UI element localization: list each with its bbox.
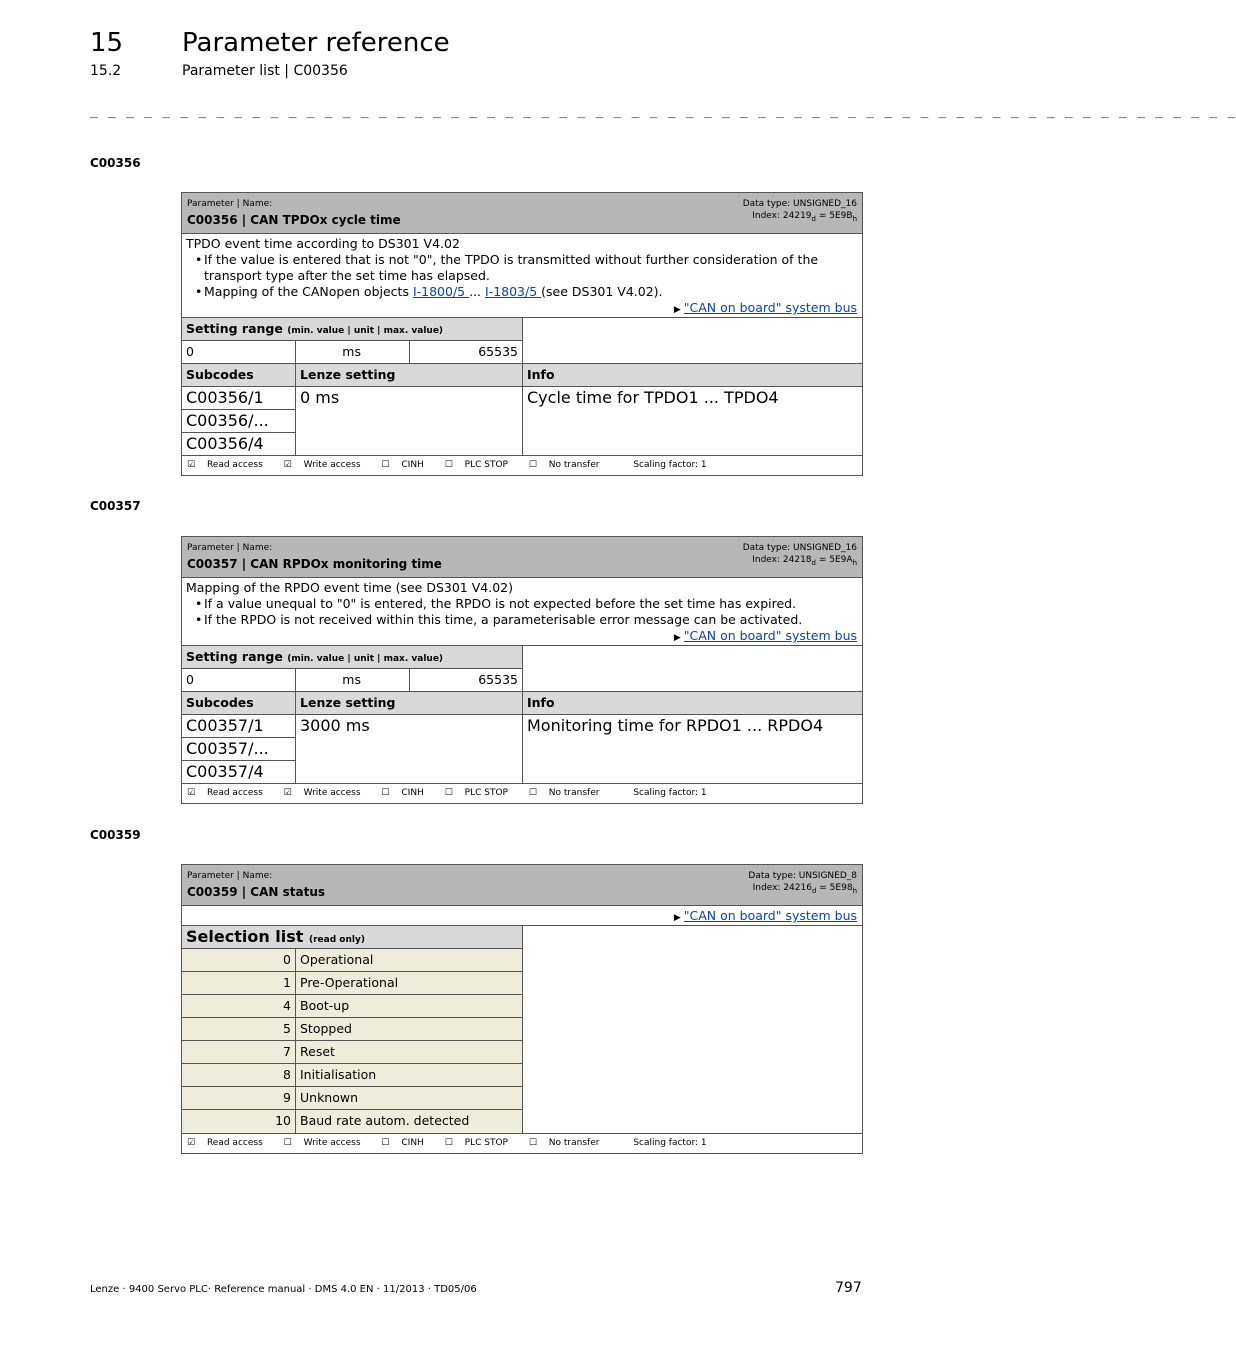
selection-list-row (182, 1018, 523, 1041)
access-footer: ☑ Read access ☑ Write access ☐ CINH ☐ PLC STOP ☐ No transfer Scaling factor: 1 (187, 788, 707, 798)
param-index: Index: $24216_d = 5E98_h$ (752, 883, 857, 895)
option-text: Initialisation (296, 1064, 523, 1087)
unit-value: ms (296, 341, 410, 364)
subcode-cell: C00357/1 (182, 715, 296, 738)
option-text: Stopped (296, 1018, 523, 1041)
param-label: Parameter | Name: (187, 871, 273, 881)
option-value: 0 (182, 949, 296, 972)
selection-list-row (182, 1041, 523, 1064)
separator-line: _ _ _ _ _ _ _ _ _ _ _ _ _ _ _ _ _ _ _ _ _ _ _ _ _ _ _ _ _ _ _ _ _ _ _ _ _ _ _ _ _ _ _ _ _ _ _ _ _ _ _ _ _ _ _ _ _ _ _ _ _ _ _ _ (90, 104, 1236, 119)
subcode-cell: C00356/1 (182, 387, 296, 410)
option-value: 7 (182, 1041, 296, 1064)
subcodes-header: Subcodes (182, 364, 296, 387)
param-header (182, 537, 862, 578)
param-heading-c00359: C00359 (90, 828, 141, 842)
selection-list-row (182, 1110, 523, 1133)
option-value: 5 (182, 1018, 296, 1041)
option-value: 9 (182, 1087, 296, 1110)
option-text: Operational (296, 949, 523, 972)
description-bullet: • Mapping of the CANopen objects I-1800/5 ... I-1803/5 (see DS301 V4.02). (204, 284, 858, 300)
setting-range-header: Setting range (min. value | unit | max. value) (182, 646, 523, 669)
selection-list-row (182, 1087, 523, 1110)
param-header (182, 865, 862, 906)
description-bullet: • If the RPDO is not received within this time, a parameterisable error message can be activated. (204, 612, 858, 628)
description-bullet: • If a value unequal to "0" is entered, the RPDO is not expected before the set time has expired. (204, 596, 858, 612)
param-table-c00357 (181, 536, 863, 804)
section-number: 15.2 (90, 63, 122, 79)
option-text: Boot-up (296, 995, 523, 1018)
option-value: 1 (182, 972, 296, 995)
info-value: Monitoring time for RPDO1 ... RPDO4 (523, 715, 862, 784)
param-name: C00359 | CAN status (187, 885, 326, 899)
arrow-right-icon: ▶ (673, 913, 681, 923)
selection-list-row (182, 949, 523, 972)
access-footer: ☑ Read access ☐ Write access ☐ CINH ☐ PLC STOP ☐ No transfer Scaling factor: 1 (187, 1138, 707, 1148)
access-footer: ☑ Read access ☑ Write access ☐ CINH ☐ PLC STOP ☐ No transfer Scaling factor: 1 (187, 460, 707, 470)
subcode-cell: C00356/... (182, 410, 296, 433)
param-table-c00359 (181, 864, 863, 1154)
option-value: 8 (182, 1064, 296, 1087)
param-table-c00356 (181, 192, 863, 476)
option-text: Pre-Operational (296, 972, 523, 995)
param-heading-c00356: C00356 (90, 156, 141, 170)
param-label: Parameter | Name: (187, 199, 273, 209)
arrow-right-icon: ▶ (673, 305, 681, 315)
page-footer: Lenze · 9400 Servo PLC· Reference manual · DMS 4.0 EN · 11/2013 · TD05/06 (90, 1284, 477, 1295)
setting-range-header: Setting range (min. value | unit | max. value) (182, 318, 523, 341)
info-value: Cycle time for TPDO1 ... TPDO4 (523, 387, 862, 456)
data-type: Data type: UNSIGNED_8 (748, 871, 857, 881)
param-index: Index: $24218_d = 5E9A_h$ (752, 555, 857, 567)
description-bullet: • If the value is entered that is not "0", the TPDO is transmitted without further consideration of the transport type after the set time has elapsed. (204, 252, 858, 284)
chapter-title: Parameter reference (182, 28, 450, 58)
min-value: 0 (182, 341, 296, 364)
option-value: 4 (182, 995, 296, 1018)
subcodes-header: Subcodes (182, 692, 296, 715)
lenze-setting-header: Lenze setting (296, 692, 523, 715)
subcode-cell: C00357/4 (182, 761, 296, 784)
param-description (182, 906, 862, 926)
selection-list-row (182, 995, 523, 1018)
can-system-bus-link[interactable]: "CAN on board" system bus (683, 300, 857, 315)
info-header: Info (523, 692, 862, 715)
description-text: TPDO event time according to DS301 V4.02 (186, 236, 460, 251)
lenze-setting-value: 0 ms (296, 387, 523, 456)
data-type: Data type: UNSIGNED_16 (742, 199, 857, 209)
max-value: 65535 (410, 669, 523, 692)
lenze-setting-header: Lenze setting (296, 364, 523, 387)
section-title: Parameter list | C00356 (182, 63, 348, 79)
param-header (182, 193, 862, 234)
data-type: Data type: UNSIGNED_16 (742, 543, 857, 553)
max-value: 65535 (410, 341, 523, 364)
info-header: Info (523, 364, 862, 387)
selection-list-row (182, 972, 523, 995)
arrow-right-icon: ▶ (673, 633, 681, 643)
description-text: Mapping of the RPDO event time (see DS301 V4.02) (186, 580, 513, 595)
chapter-number: 15 (90, 28, 124, 58)
selection-list-header: Selection list (read only) (182, 926, 523, 949)
subcode-cell: C00356/4 (182, 433, 296, 456)
option-text: Unknown (296, 1087, 523, 1110)
param-index: Index: $24219_d = 5E9B_h$ (752, 211, 857, 223)
can-system-bus-link[interactable]: "CAN on board" system bus (683, 628, 857, 643)
selection-list (182, 949, 523, 1133)
lenze-setting-value: 3000 ms (296, 715, 523, 784)
link-i-1803-5[interactable]: I-1803/5 (485, 284, 542, 299)
selection-list-row (182, 1064, 523, 1087)
option-value: 10 (182, 1110, 296, 1133)
param-description (182, 578, 862, 646)
can-system-bus-link[interactable]: "CAN on board" system bus (683, 908, 857, 923)
page-number: 797 (835, 1280, 862, 1296)
option-text: Reset (296, 1041, 523, 1064)
param-name: C00356 | CAN TPDOx cycle time (187, 213, 401, 227)
param-name: C00357 | CAN RPDOx monitoring time (187, 557, 442, 571)
subcode-cell: C00357/... (182, 738, 296, 761)
param-label: Parameter | Name: (187, 543, 273, 553)
param-description (182, 234, 862, 318)
param-heading-c00357: C00357 (90, 499, 141, 513)
unit-value: ms (296, 669, 410, 692)
min-value: 0 (182, 669, 296, 692)
option-text: Baud rate autom. detected (296, 1110, 523, 1133)
link-i-1800-5[interactable]: I-1800/5 (412, 284, 470, 299)
